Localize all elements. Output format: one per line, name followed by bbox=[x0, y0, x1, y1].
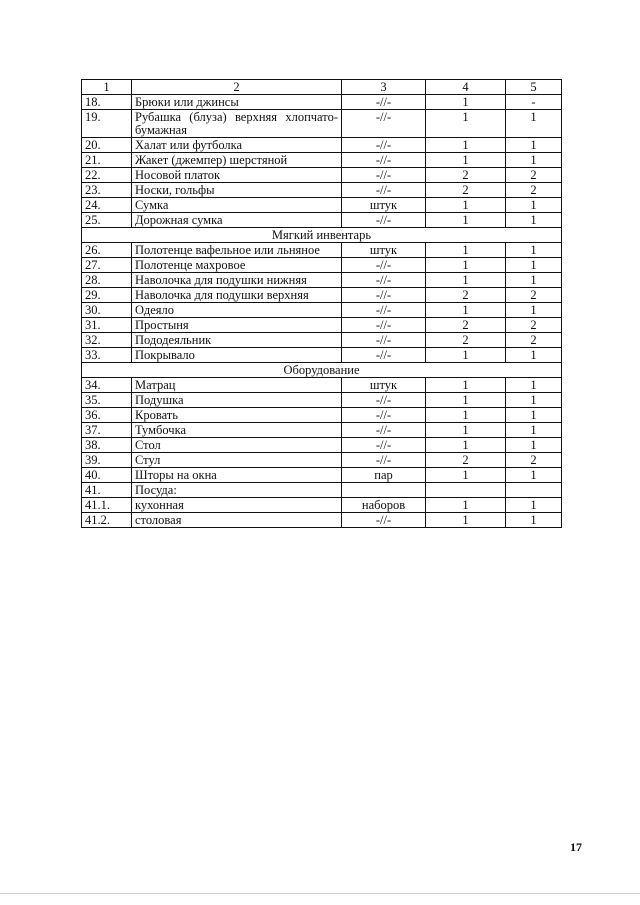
quantity-cell: 1 bbox=[426, 348, 506, 363]
quantity-cell: 1 bbox=[426, 95, 506, 110]
item-name-cell: Жакет (джемпер) шерстяной bbox=[132, 153, 342, 168]
unit-cell: штук bbox=[342, 378, 426, 393]
quantity-cell bbox=[426, 483, 506, 498]
item-name-cell: Носовой платок bbox=[132, 168, 342, 183]
unit-cell: -//- bbox=[342, 153, 426, 168]
quantity-cell: 1 bbox=[506, 153, 562, 168]
item-name-cell: Пододеяльник bbox=[132, 333, 342, 348]
item-name-cell: Брюки или джинсы bbox=[132, 95, 342, 110]
quantity-cell: 2 bbox=[506, 318, 562, 333]
item-name-cell: Рубашка (блуза) верхняя хлопчато-бумажная bbox=[132, 110, 342, 138]
quantity-cell: 1 bbox=[426, 378, 506, 393]
item-name-cell: Дорожная сумка bbox=[132, 213, 342, 228]
quantity-cell: 1 bbox=[426, 153, 506, 168]
item-name-cell: Сумка bbox=[132, 198, 342, 213]
quantity-cell: 1 bbox=[426, 393, 506, 408]
quantity-cell: 1 bbox=[506, 393, 562, 408]
row-number-cell: 29. bbox=[82, 288, 132, 303]
table-row bbox=[82, 333, 562, 348]
item-name-cell: Наволочка для подушки нижняя bbox=[132, 273, 342, 288]
quantity-cell: 1 bbox=[426, 423, 506, 438]
quantity-cell: 1 bbox=[506, 243, 562, 258]
table-row bbox=[82, 110, 562, 138]
quantity-cell bbox=[506, 483, 562, 498]
item-name-cell: Носки, гольфы bbox=[132, 183, 342, 198]
item-name-cell: Стул bbox=[132, 453, 342, 468]
item-name-cell: Халат или футболка bbox=[132, 138, 342, 153]
table-body bbox=[82, 95, 562, 528]
row-number-cell: 35. bbox=[82, 393, 132, 408]
table-row bbox=[82, 393, 562, 408]
quantity-cell: 2 bbox=[426, 333, 506, 348]
row-number-cell: 27. bbox=[82, 258, 132, 273]
column-header: 2 bbox=[132, 80, 342, 95]
row-number-cell: 41. bbox=[82, 483, 132, 498]
table-row bbox=[82, 183, 562, 198]
table-row bbox=[82, 318, 562, 333]
quantity-cell: 1 bbox=[506, 303, 562, 318]
unit-cell: -//- bbox=[342, 110, 426, 138]
item-name-cell: столовая bbox=[132, 513, 342, 528]
row-number-cell: 41.1. bbox=[82, 498, 132, 513]
item-name-cell: Наволочка для подушки верхняя bbox=[132, 288, 342, 303]
unit-cell: -//- bbox=[342, 408, 426, 423]
quantity-cell: 1 bbox=[426, 138, 506, 153]
row-number-cell: 19. bbox=[82, 110, 132, 138]
unit-cell: -//- bbox=[342, 348, 426, 363]
table-row bbox=[82, 273, 562, 288]
unit-cell: -//- bbox=[342, 168, 426, 183]
unit-cell: -//- bbox=[342, 513, 426, 528]
quantity-cell: 1 bbox=[506, 498, 562, 513]
table-row bbox=[82, 408, 562, 423]
item-name-cell: Полотенце вафельное или льняное bbox=[132, 243, 342, 258]
table-row bbox=[82, 468, 562, 483]
item-name-cell: Покрывало bbox=[132, 348, 342, 363]
item-name-cell: Посуда: bbox=[132, 483, 342, 498]
inventory-table bbox=[81, 79, 562, 528]
quantity-cell: 1 bbox=[506, 213, 562, 228]
quantity-cell: 2 bbox=[506, 288, 562, 303]
page-bottom-rule bbox=[0, 893, 640, 894]
quantity-cell: 2 bbox=[506, 333, 562, 348]
item-name-cell: Тумбочка bbox=[132, 423, 342, 438]
row-number-cell: 18. bbox=[82, 95, 132, 110]
quantity-cell: 2 bbox=[426, 168, 506, 183]
unit-cell: -//- bbox=[342, 138, 426, 153]
section-title: Оборудование bbox=[82, 363, 562, 378]
row-number-cell: 39. bbox=[82, 453, 132, 468]
row-number-cell: 20. bbox=[82, 138, 132, 153]
table-row bbox=[82, 213, 562, 228]
section-row bbox=[82, 228, 562, 243]
unit-cell: -//- bbox=[342, 393, 426, 408]
column-header: 3 bbox=[342, 80, 426, 95]
row-number-cell: 36. bbox=[82, 408, 132, 423]
unit-cell: -//- bbox=[342, 95, 426, 110]
quantity-cell: 1 bbox=[506, 110, 562, 138]
table-row bbox=[82, 378, 562, 393]
row-number-cell: 41.2. bbox=[82, 513, 132, 528]
table-header-row bbox=[82, 80, 562, 95]
item-name-cell: Кровать bbox=[132, 408, 342, 423]
unit-cell: -//- bbox=[342, 453, 426, 468]
unit-cell: наборов bbox=[342, 498, 426, 513]
quantity-cell: 1 bbox=[426, 468, 506, 483]
row-number-cell: 33. bbox=[82, 348, 132, 363]
row-number-cell: 30. bbox=[82, 303, 132, 318]
table-row bbox=[82, 95, 562, 110]
row-number-cell: 25. bbox=[82, 213, 132, 228]
table-row bbox=[82, 138, 562, 153]
table-row bbox=[82, 453, 562, 468]
table-row bbox=[82, 513, 562, 528]
unit-cell: -//- bbox=[342, 258, 426, 273]
item-name-cell: Полотенце махровое bbox=[132, 258, 342, 273]
table-row bbox=[82, 288, 562, 303]
item-name-cell: кухонная bbox=[132, 498, 342, 513]
column-header: 5 bbox=[506, 80, 562, 95]
unit-cell: штук bbox=[342, 198, 426, 213]
quantity-cell: 1 bbox=[426, 408, 506, 423]
quantity-cell: 1 bbox=[426, 513, 506, 528]
unit-cell: -//- bbox=[342, 423, 426, 438]
table-row bbox=[82, 243, 562, 258]
quantity-cell: 1 bbox=[506, 468, 562, 483]
quantity-cell: 1 bbox=[506, 513, 562, 528]
table-row bbox=[82, 348, 562, 363]
row-number-cell: 38. bbox=[82, 438, 132, 453]
unit-cell: -//- bbox=[342, 303, 426, 318]
row-number-cell: 22. bbox=[82, 168, 132, 183]
quantity-cell: 1 bbox=[506, 138, 562, 153]
row-number-cell: 21. bbox=[82, 153, 132, 168]
column-header: 4 bbox=[426, 80, 506, 95]
quantity-cell: 1 bbox=[506, 423, 562, 438]
quantity-cell: 1 bbox=[506, 348, 562, 363]
table-row bbox=[82, 303, 562, 318]
row-number-cell: 32. bbox=[82, 333, 132, 348]
quantity-cell: 1 bbox=[506, 378, 562, 393]
quantity-cell: 1 bbox=[506, 273, 562, 288]
unit-cell: -//- bbox=[342, 333, 426, 348]
item-name-cell: Матрац bbox=[132, 378, 342, 393]
row-number-cell: 28. bbox=[82, 273, 132, 288]
column-header: 1 bbox=[82, 80, 132, 95]
table-row bbox=[82, 258, 562, 273]
table-row bbox=[82, 168, 562, 183]
quantity-cell: 1 bbox=[506, 258, 562, 273]
row-number-cell: 23. bbox=[82, 183, 132, 198]
row-number-cell: 37. bbox=[82, 423, 132, 438]
unit-cell: -//- bbox=[342, 288, 426, 303]
quantity-cell: 2 bbox=[426, 453, 506, 468]
unit-cell: -//- bbox=[342, 318, 426, 333]
quantity-cell: 2 bbox=[426, 183, 506, 198]
quantity-cell: 1 bbox=[426, 498, 506, 513]
row-number-cell: 40. bbox=[82, 468, 132, 483]
quantity-cell: 1 bbox=[426, 243, 506, 258]
unit-cell: пар bbox=[342, 468, 426, 483]
table-row bbox=[82, 498, 562, 513]
table-row bbox=[82, 438, 562, 453]
quantity-cell: 1 bbox=[506, 198, 562, 213]
quantity-cell: 2 bbox=[506, 183, 562, 198]
item-name-cell: Стол bbox=[132, 438, 342, 453]
unit-cell: -//- bbox=[342, 438, 426, 453]
quantity-cell: 1 bbox=[506, 438, 562, 453]
table-row bbox=[82, 198, 562, 213]
table-row bbox=[82, 483, 562, 498]
item-name-cell: Одеяло bbox=[132, 303, 342, 318]
quantity-cell: 1 bbox=[426, 438, 506, 453]
section-title: Мягкий инвентарь bbox=[82, 228, 562, 243]
item-name-cell: Шторы на окна bbox=[132, 468, 342, 483]
quantity-cell: 1 bbox=[426, 273, 506, 288]
unit-cell: -//- bbox=[342, 273, 426, 288]
row-number-cell: 24. bbox=[82, 198, 132, 213]
quantity-cell: 1 bbox=[426, 303, 506, 318]
quantity-cell: 2 bbox=[506, 453, 562, 468]
section-row bbox=[82, 363, 562, 378]
quantity-cell: 1 bbox=[426, 258, 506, 273]
unit-cell: -//- bbox=[342, 183, 426, 198]
item-name-cell: Подушка bbox=[132, 393, 342, 408]
row-number-cell: 31. bbox=[82, 318, 132, 333]
quantity-cell: - bbox=[506, 95, 562, 110]
row-number-cell: 26. bbox=[82, 243, 132, 258]
page-number: 17 bbox=[570, 840, 582, 854]
quantity-cell: 1 bbox=[426, 110, 506, 138]
unit-cell: штук bbox=[342, 243, 426, 258]
unit-cell: -//- bbox=[342, 213, 426, 228]
quantity-cell: 1 bbox=[426, 213, 506, 228]
quantity-cell: 2 bbox=[426, 318, 506, 333]
unit-cell bbox=[342, 483, 426, 498]
table-row bbox=[82, 153, 562, 168]
quantity-cell: 1 bbox=[426, 198, 506, 213]
quantity-cell: 1 bbox=[506, 408, 562, 423]
quantity-cell: 2 bbox=[426, 288, 506, 303]
item-name-cell: Простыня bbox=[132, 318, 342, 333]
row-number-cell: 34. bbox=[82, 378, 132, 393]
table-row bbox=[82, 423, 562, 438]
quantity-cell: 2 bbox=[506, 168, 562, 183]
